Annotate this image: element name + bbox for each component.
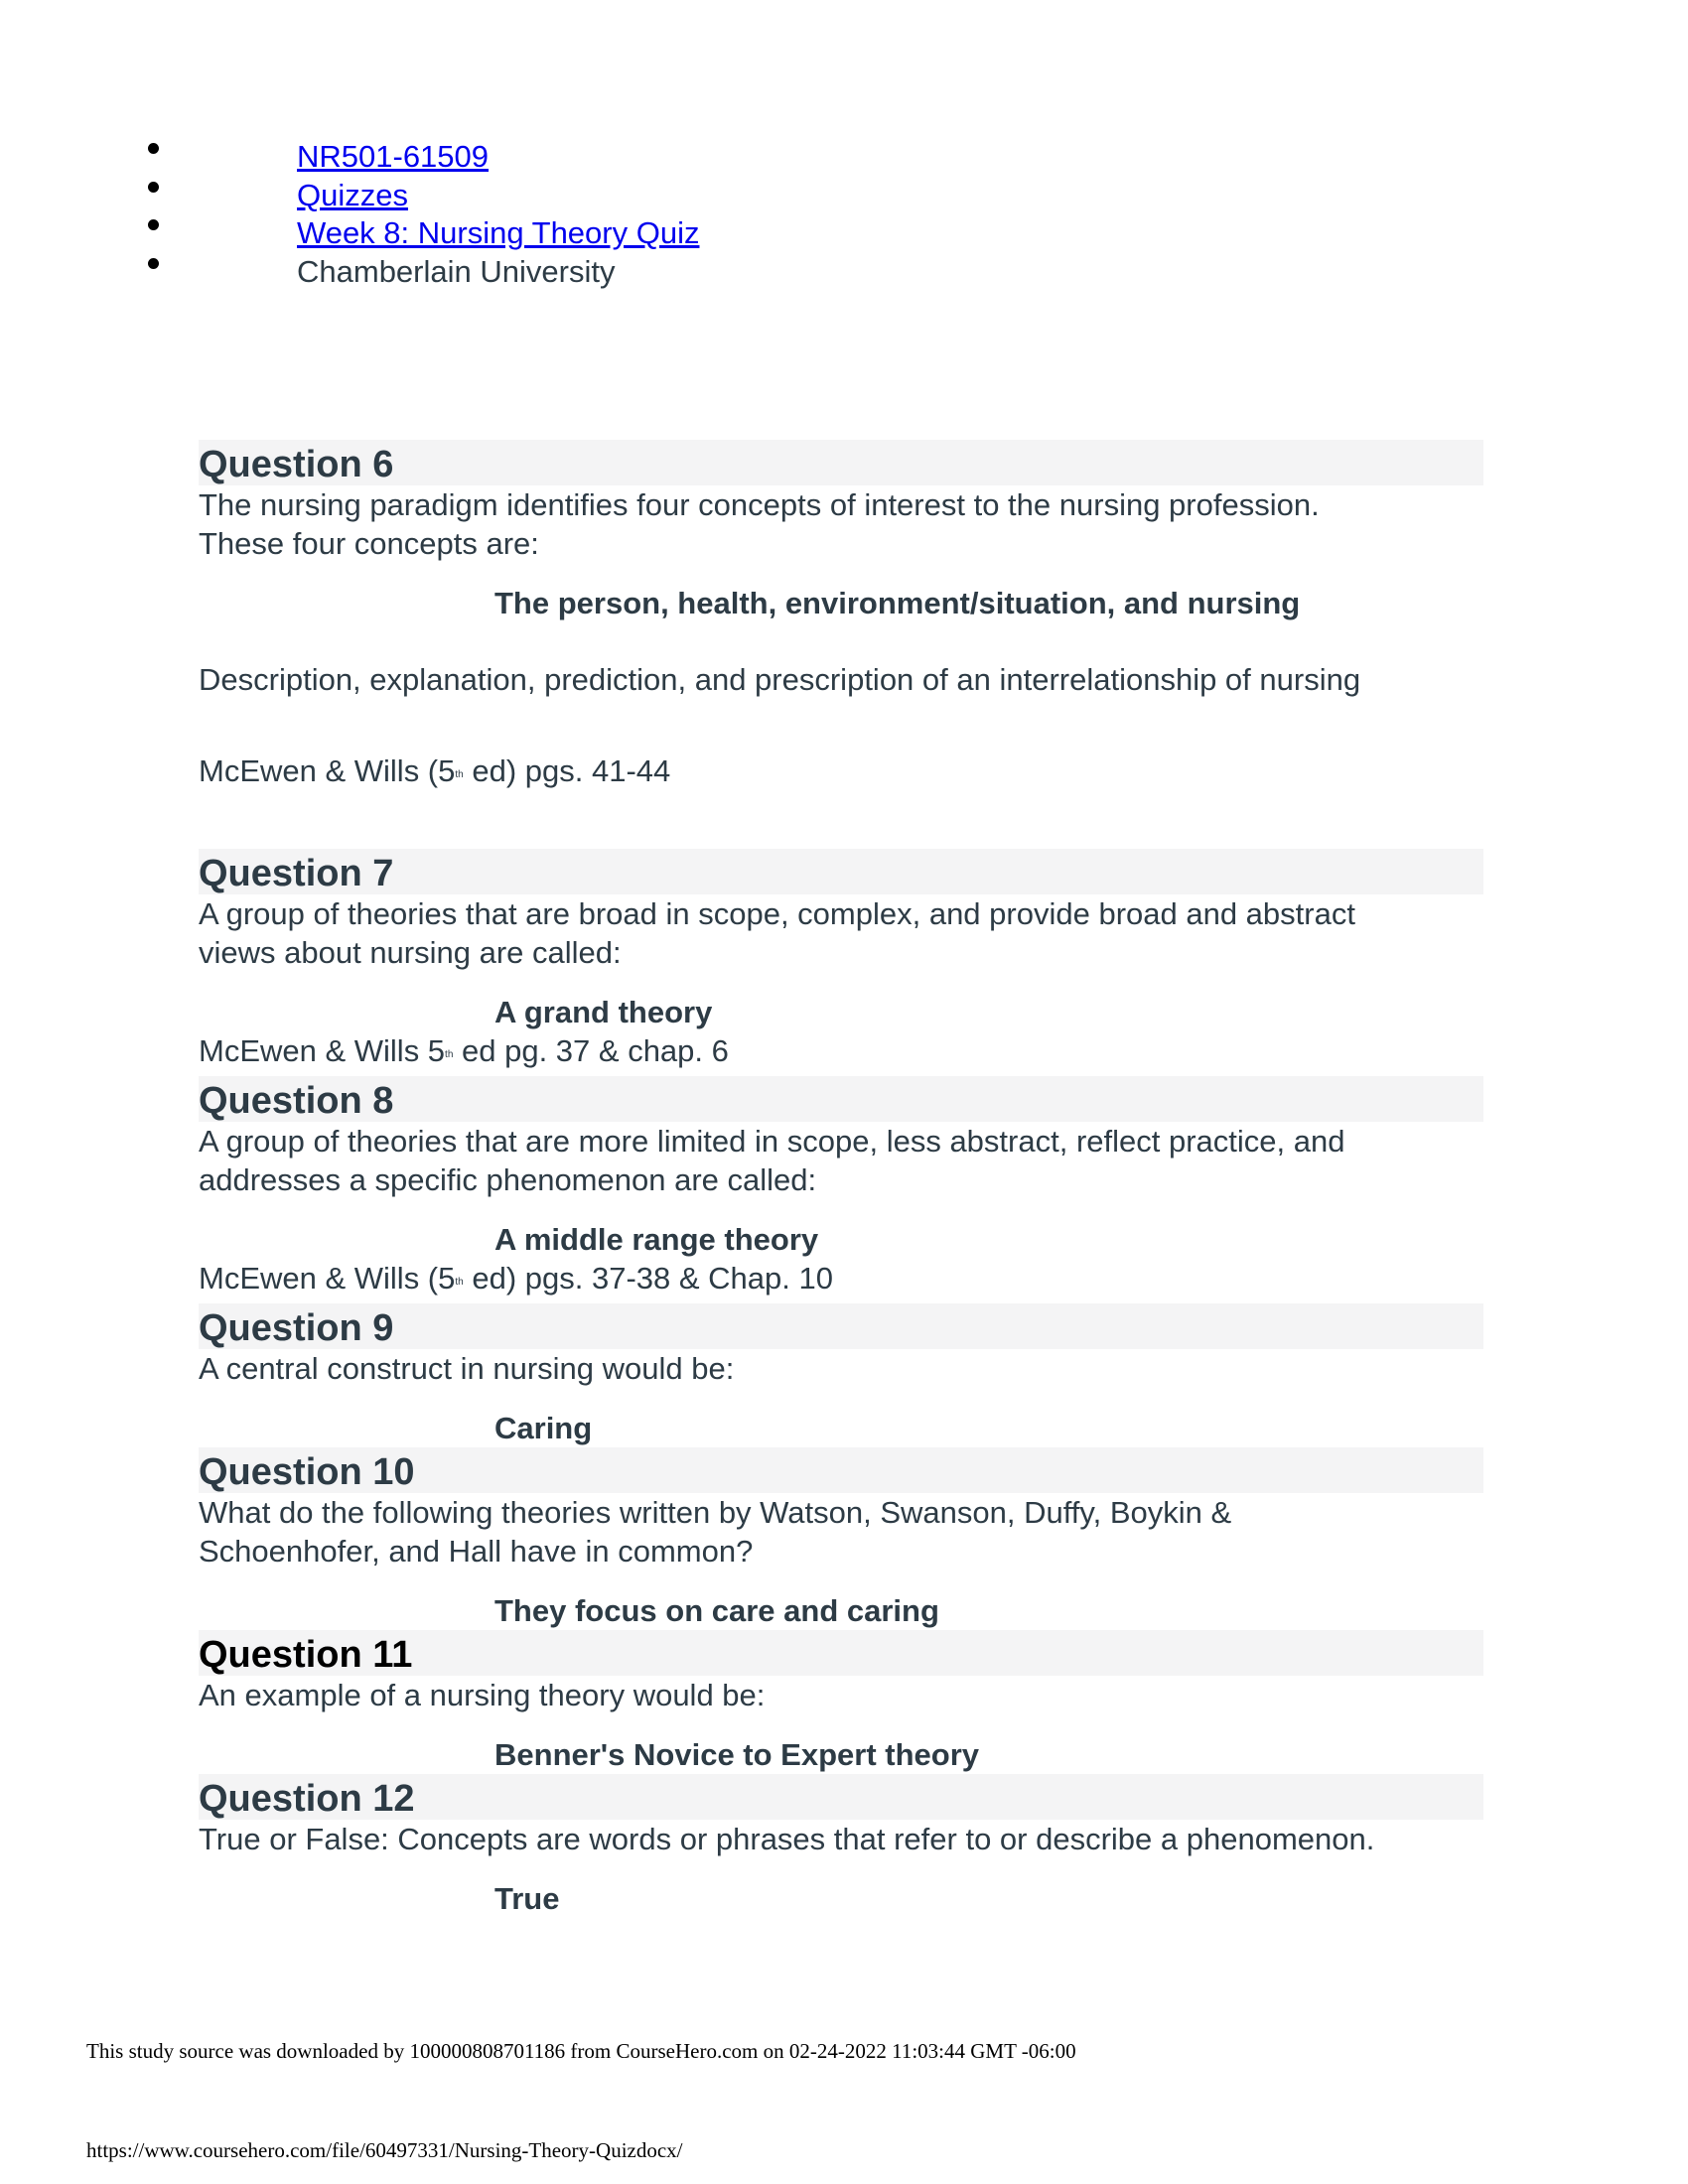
- reference-superscript: th: [455, 1277, 464, 1288]
- question-8: [199, 1076, 1483, 1297]
- bullet-icon: [148, 182, 159, 193]
- question-7: [199, 849, 1483, 1070]
- question-text: A central construct in nursing would be:: [199, 1351, 735, 1386]
- reference-text: ed) pgs. 37-38 & Chap. 10: [463, 1261, 833, 1296]
- answer-text: The person, health, environment/situation, and nursing: [494, 586, 1301, 620]
- answer-text: Caring: [494, 1411, 593, 1445]
- breadcrumb: [0, 138, 699, 291]
- question-text: A group of theories that are more limited in scope, less abstract, reflect practice, and: [199, 1124, 1345, 1159]
- answer-text: True: [494, 1881, 560, 1916]
- question-text: addresses a specific phenomenon are called:: [199, 1162, 817, 1197]
- question-text: True or False: Concepts are words or phrases that refer to or describe a phenomenon.: [199, 1822, 1375, 1856]
- reference-text: McEwen & Wills 5: [199, 1033, 446, 1068]
- breadcrumb-item-university: [0, 253, 699, 292]
- reference-text: ed) pgs. 41-44: [463, 753, 671, 788]
- answer-text: A grand theory: [494, 995, 713, 1029]
- breadcrumb-link-quizzes[interactable]: Quizzes: [297, 177, 408, 212]
- bullet-icon: [148, 219, 159, 230]
- reference-text: ed pg. 37 & chap. 6: [453, 1033, 729, 1068]
- bullet-icon: [148, 258, 159, 269]
- reference-superscript: th: [445, 1049, 454, 1060]
- question-text: A group of theories that are broad in scope, complex, and provide broad and abstract: [199, 896, 1355, 931]
- question-12: [199, 1774, 1483, 1918]
- question-title: Question 7: [199, 849, 1483, 894]
- question-title: Question 11: [199, 1630, 1483, 1676]
- reference: [199, 1259, 1483, 1297]
- breadcrumb-item-quiz[interactable]: [0, 214, 699, 253]
- reference: [199, 1031, 1483, 1070]
- quiz-content: [199, 440, 1483, 1918]
- question-text: views about nursing are called:: [199, 935, 622, 970]
- download-notice: This study source was downloaded by 100000808701186 from CourseHero.com on 02-24-2022 11:03:44 GMT -06:00: [86, 2039, 1076, 2063]
- question-6: [199, 440, 1483, 790]
- question-text: An example of a nursing theory would be:: [199, 1678, 766, 1712]
- breadcrumb-link-course[interactable]: NR501-61509: [297, 139, 490, 174]
- reference-text: McEwen & Wills (5: [199, 1261, 456, 1296]
- breadcrumb-link-quiz[interactable]: Week 8: Nursing Theory Quiz: [297, 215, 700, 250]
- question-9: [199, 1303, 1483, 1447]
- question-title: Question 9: [199, 1303, 1483, 1349]
- question-title: Question 10: [199, 1447, 1483, 1493]
- answer-text: They focus on care and caring: [494, 1593, 939, 1628]
- answer-text: A middle range theory: [494, 1222, 819, 1257]
- breadcrumb-item-quizzes[interactable]: [0, 177, 699, 215]
- answer-text: Benner's Novice to Expert theory: [494, 1737, 980, 1772]
- bullet-icon: [148, 143, 159, 154]
- question-text: The nursing paradigm identifies four concepts of interest to the nursing profession.: [199, 487, 1320, 522]
- reference-text: McEwen & Wills (5: [199, 753, 456, 788]
- question-title: Question 8: [199, 1076, 1483, 1122]
- breadcrumb-university-label: Chamberlain University: [297, 253, 616, 289]
- breadcrumb-item-course[interactable]: [0, 138, 699, 177]
- source-url: https://www.coursehero.com/file/60497331/Nursing-Theory-Quizdocx/: [86, 2138, 683, 2162]
- question-text: What do the following theories written by Watson, Swanson, Duffy, Boykin &: [199, 1495, 1232, 1530]
- question-11: [199, 1630, 1483, 1774]
- answer-note: Description, explanation, prediction, and prescription of an interrelationship of nursing: [199, 662, 1361, 697]
- reference-superscript: th: [455, 769, 464, 780]
- reference: [199, 751, 1483, 790]
- question-10: [199, 1447, 1483, 1630]
- question-text: Schoenhofer, and Hall have in common?: [199, 1534, 754, 1569]
- question-title: Question 12: [199, 1774, 1483, 1820]
- question-title: Question 6: [199, 440, 1483, 485]
- question-text: These four concepts are:: [199, 526, 539, 561]
